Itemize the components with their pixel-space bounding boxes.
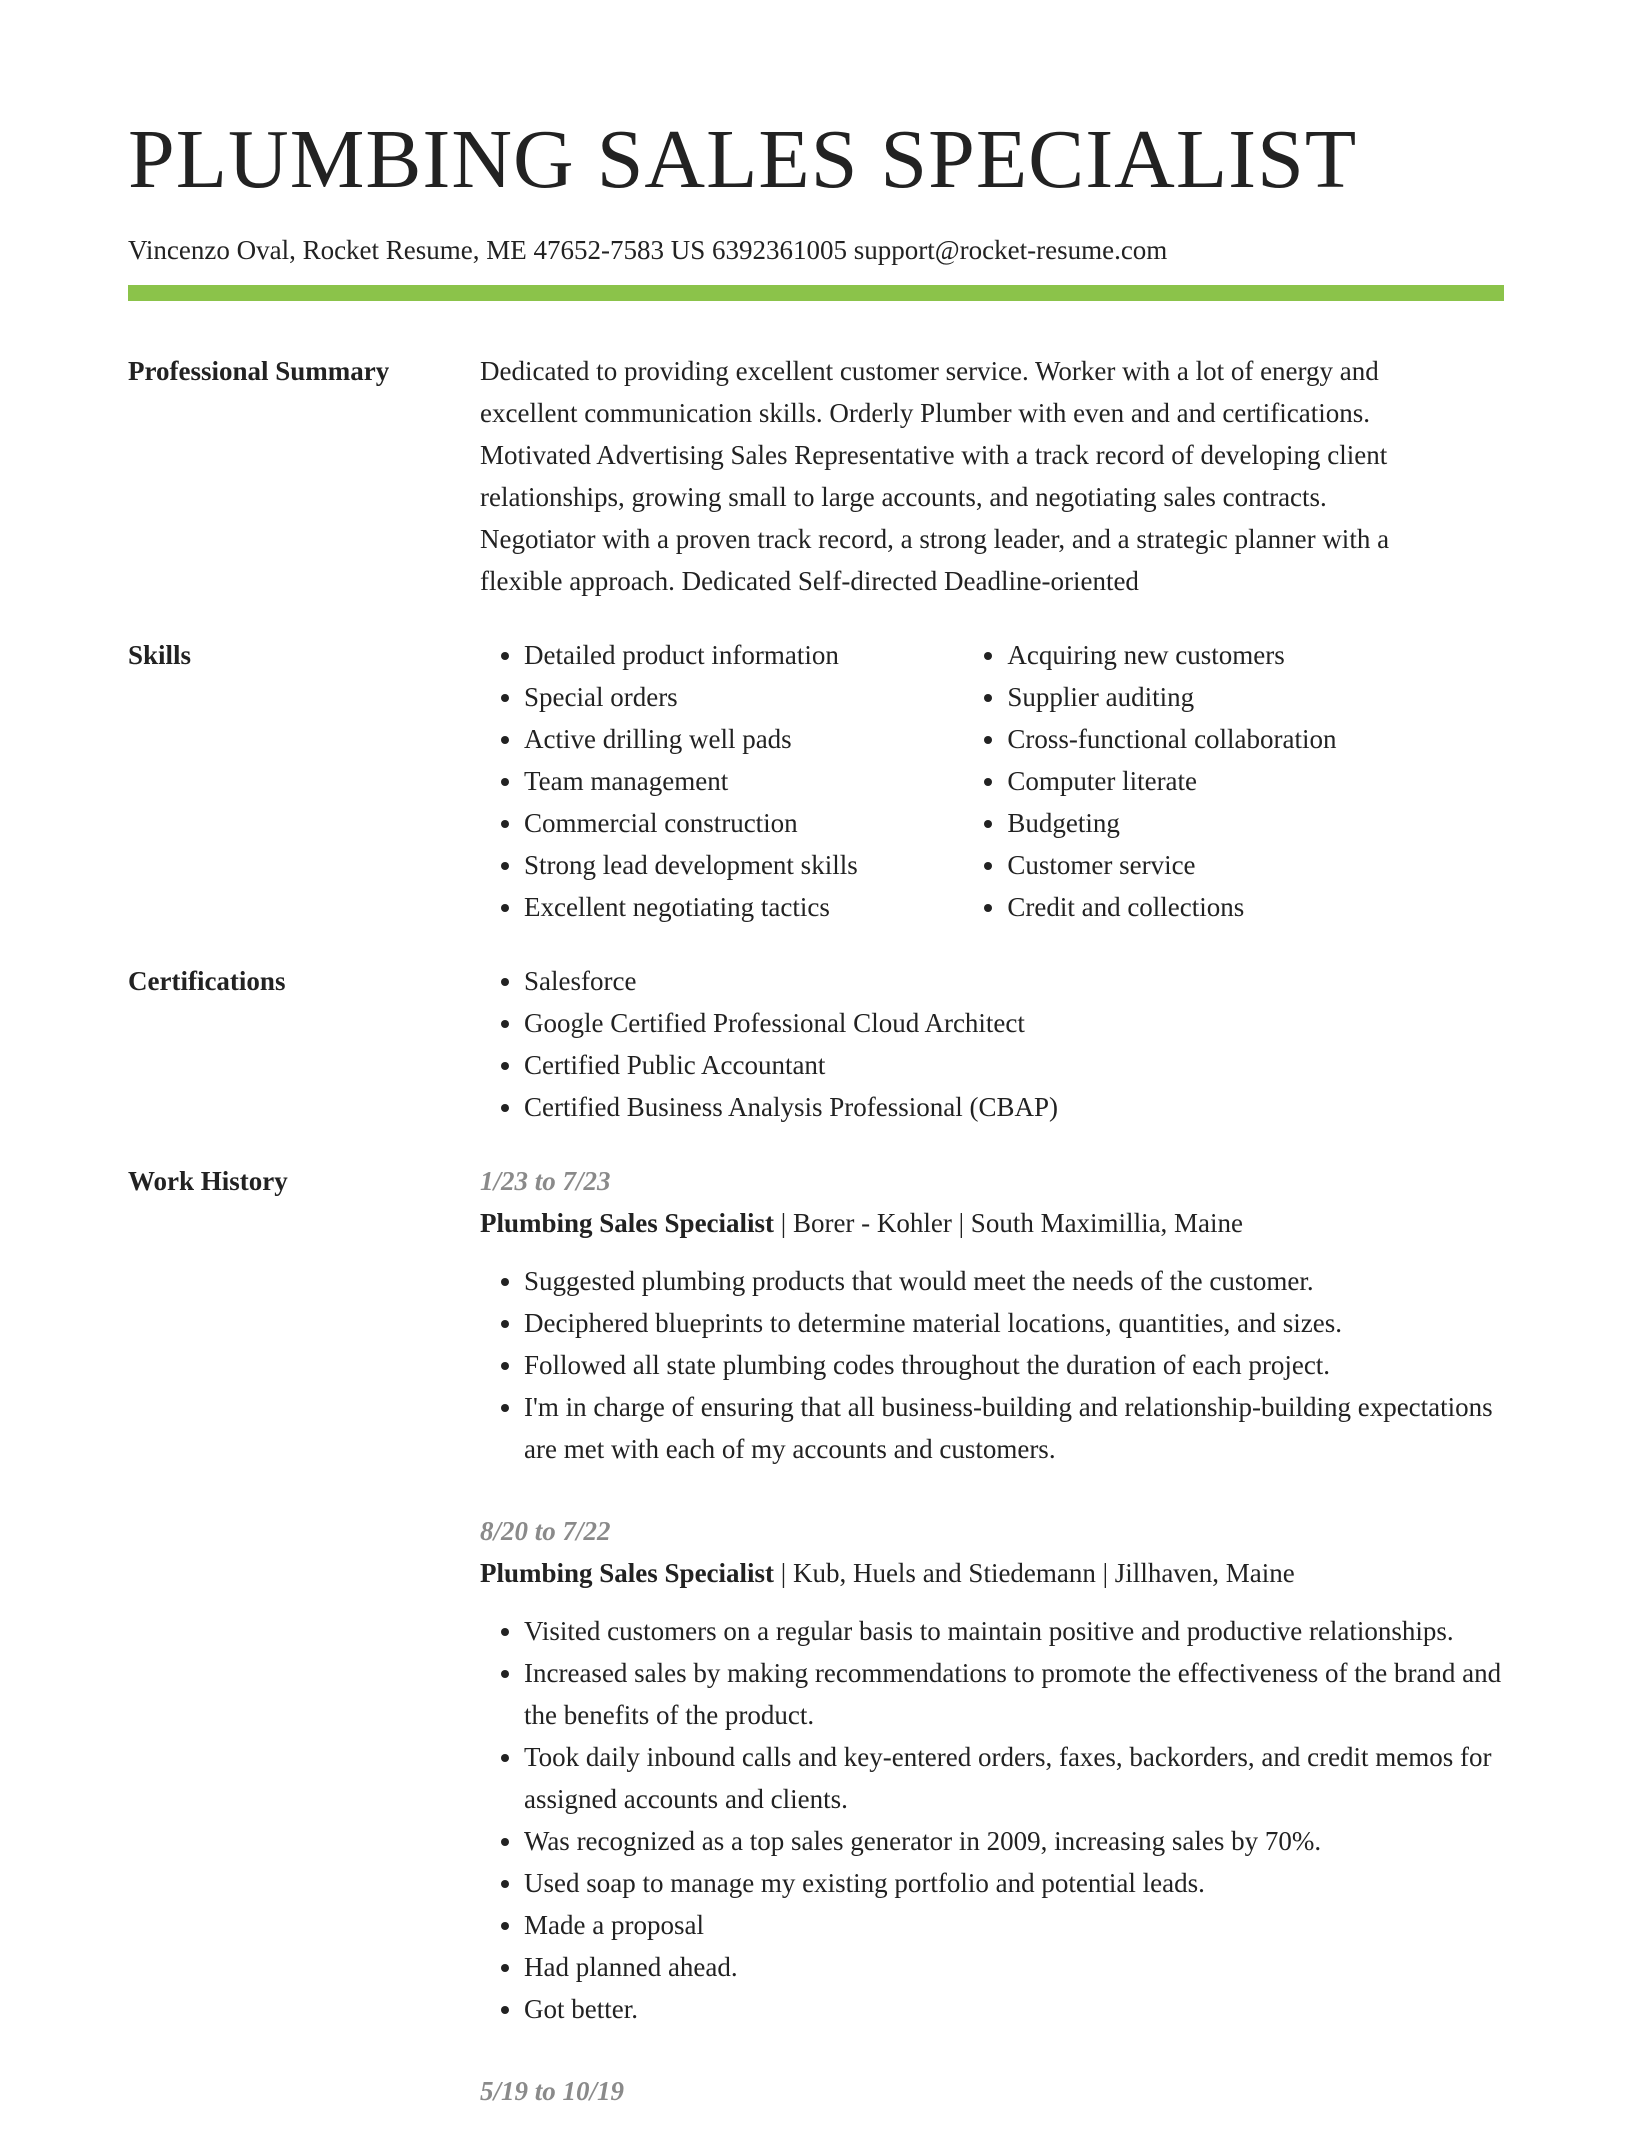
certification-item: • Certified Public Accountant [524,1044,1504,1086]
job-dates: 1/23 to 7/23 [480,1166,611,1196]
summary-line: excellent communication skills. Orderly Plumber with even and and certifications. [480,398,1370,428]
summary-line: Motivated Advertising Sales Representative with a track record of developing client [480,440,1388,470]
job-bullet: • Used soap to manage my existing portfolio and potential leads. [524,1862,1504,1904]
skills-label: Skills [128,640,192,670]
summary-line: relationships, growing small to large accounts, and negotiating sales contracts. [480,482,1327,512]
job-bullet: • I'm in charge of ensuring that all business-building and relationship-building expectations are met with each of my accounts and customers. [524,1386,1504,1470]
skills-column-right [963,634,1504,928]
accent-divider [128,285,1504,301]
summary-label: Professional Summary [128,356,390,386]
skill-item: • Active drilling well pads [524,718,963,760]
job-bullet: • Deciphered blueprints to determine material locations, quantities, and sizes. [524,1302,1504,1344]
certifications-label: Certifications [128,966,286,996]
job-details: | Borer - Kohler | South Maximillia, Maine [774,1208,1244,1238]
skill-item: • Customer service [1007,844,1504,886]
skill-item: • Cross-functional collaboration [1007,718,1504,760]
job-bullet: • Increased sales by making recommendations to promote the effectiveness of the brand and the benefits of the product. [524,1652,1504,1736]
skill-item: • Budgeting [1007,802,1504,844]
job-heading [480,1202,1504,1244]
certifications-list [480,960,1504,1128]
skill-item: • Acquiring new customers [1007,634,1504,676]
skills-column-left [480,634,963,928]
skill-item: • Detailed product information [524,634,963,676]
job-bullet: • Got better. [524,1988,1504,2030]
job-title: Plumbing Sales Specialist [480,1558,775,1588]
certification-item: • Salesforce [524,960,1504,1002]
skill-item: • Computer literate [1007,760,1504,802]
job-bullet: • Took daily inbound calls and key-entered orders, faxes, backorders, and credit memos for assigned accounts and clients. [524,1736,1504,1820]
job-bullet: • Had planned ahead. [524,1946,1504,1988]
summary-line: flexible approach. Dedicated Self-directed Deadline-oriented [480,566,1139,596]
skill-item: • Strong lead development skills [524,844,963,886]
certification-item: • Google Certified Professional Cloud Architect [524,1002,1504,1044]
job-bullet: • Made a proposal [524,1904,1504,1946]
job-entry [480,2070,1504,2112]
job-bullets [480,1260,1504,1470]
job-heading [480,1552,1504,1594]
job-dates: 5/19 to 10/19 [480,2076,625,2106]
summary-text [480,350,1504,602]
job-entry [480,1510,1504,2030]
job-bullet: • Suggested plumbing products that would meet the needs of the customer. [524,1260,1504,1302]
summary-line: Dedicated to providing excellent customer service. Worker with a lot of energy and [480,356,1379,386]
job-bullets [480,1610,1504,2030]
skill-item: • Supplier auditing [1007,676,1504,718]
skill-item: • Commercial construction [524,802,963,844]
job-bullet: • Visited customers on a regular basis to maintain positive and productive relationships. [524,1610,1504,1652]
job-title: Plumbing Sales Specialist [480,1208,775,1238]
resume-name: PLUMBING SALES SPECIALIST [128,113,1358,206]
contact-info: Vincenzo Oval, Rocket Resume, ME 47652-7583 US 6392361005 support@rocket-resume.com [128,235,1168,265]
skill-item: • Excellent negotiating tactics [524,886,963,928]
skill-item: • Credit and collections [1007,886,1504,928]
skills-list [480,634,1504,928]
job-bullet: • Followed all state plumbing codes throughout the duration of each project. [524,1344,1504,1386]
job-entry [480,1160,1504,1470]
summary-line: Negotiator with a proven track record, a strong leader, and a strategic planner with a [480,524,1390,554]
job-details: | Kub, Huels and Stiedemann | Jillhaven, Maine [774,1558,1295,1588]
job-bullet: • Was recognized as a top sales generator in 2009, increasing sales by 70%. [524,1820,1504,1862]
certification-item: • Certified Business Analysis Professional (CBAP) [524,1086,1504,1128]
skill-item: • Special orders [524,676,963,718]
job-dates: 8/20 to 7/22 [480,1516,611,1546]
work-history-label: Work History [128,1166,288,1196]
skill-item: • Team management [524,760,963,802]
work-history-list [480,1160,1504,2152]
